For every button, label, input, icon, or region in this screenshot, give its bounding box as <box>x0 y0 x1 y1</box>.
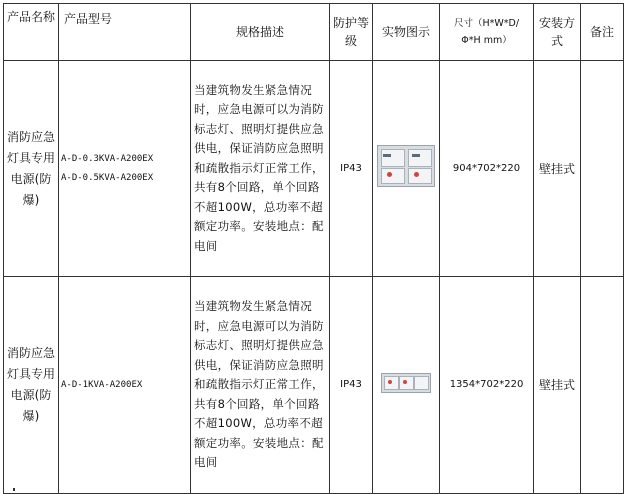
header-image: 实物图示 <box>373 4 440 61</box>
table-row <box>4 61 624 277</box>
model-line: A-D-1KVA-A200EX <box>61 379 143 390</box>
product-name: 消防应急灯具专用电源(防爆) <box>4 61 59 277</box>
protection-class: IP43 <box>330 277 373 494</box>
dimensions: 1354*702*220 <box>440 277 534 494</box>
header-row <box>4 4 624 61</box>
header-protection: 防护等级 <box>330 4 373 61</box>
remark <box>581 277 624 494</box>
header-name: 产品名称 <box>4 4 59 61</box>
product-image-cell <box>373 61 440 277</box>
header-size <box>440 4 534 61</box>
install-method: 壁挂式 <box>534 61 581 277</box>
spec-description: 当建筑物发生紧急情况时，应急电源可以为消防标志灯、照明灯提供应急供电，保证消防应急照明和疏散指示灯正常工作，共有8个回路，单个回路不超100W，总功率不超额定功率。安装地点：配电间 <box>191 277 330 494</box>
remark <box>581 61 624 277</box>
model-line: A-D-0.3KVA-A200EX <box>61 153 154 164</box>
table-row <box>4 277 624 494</box>
header-model: 产品型号 <box>59 4 191 61</box>
product-model <box>59 277 191 494</box>
product-image-cell <box>373 277 440 494</box>
protection-class: IP43 <box>330 61 373 277</box>
model-line: A-D-0.5KVA-A200EX <box>61 172 154 183</box>
header-remark: 备注 <box>581 4 624 61</box>
power-box-icon <box>377 145 435 187</box>
power-box-icon <box>381 373 431 393</box>
header-desc: 规格描述 <box>191 4 330 61</box>
install-method: 壁挂式 <box>534 277 581 494</box>
header-size-line1: 尺寸（H*W*D/ <box>453 18 520 29</box>
stray-mark <box>13 488 15 491</box>
spec-description: 当建筑物发生紧急情况时，应急电源可以为消防标志灯、照明灯提供应急供电，保证消防应急照明和疏散指示灯正常工作，共有8个回路，单个回路不超100W，总功率不超额定功率。安装地点：配电间 <box>191 61 330 277</box>
header-size-line2: Φ*H mm） <box>461 35 512 46</box>
dimensions: 904*702*220 <box>440 61 534 277</box>
product-name: 消防应急灯具专用电源(防爆) <box>4 277 59 494</box>
product-model <box>59 61 191 277</box>
header-install: 安装方式 <box>534 4 581 61</box>
spec-table <box>3 3 624 494</box>
